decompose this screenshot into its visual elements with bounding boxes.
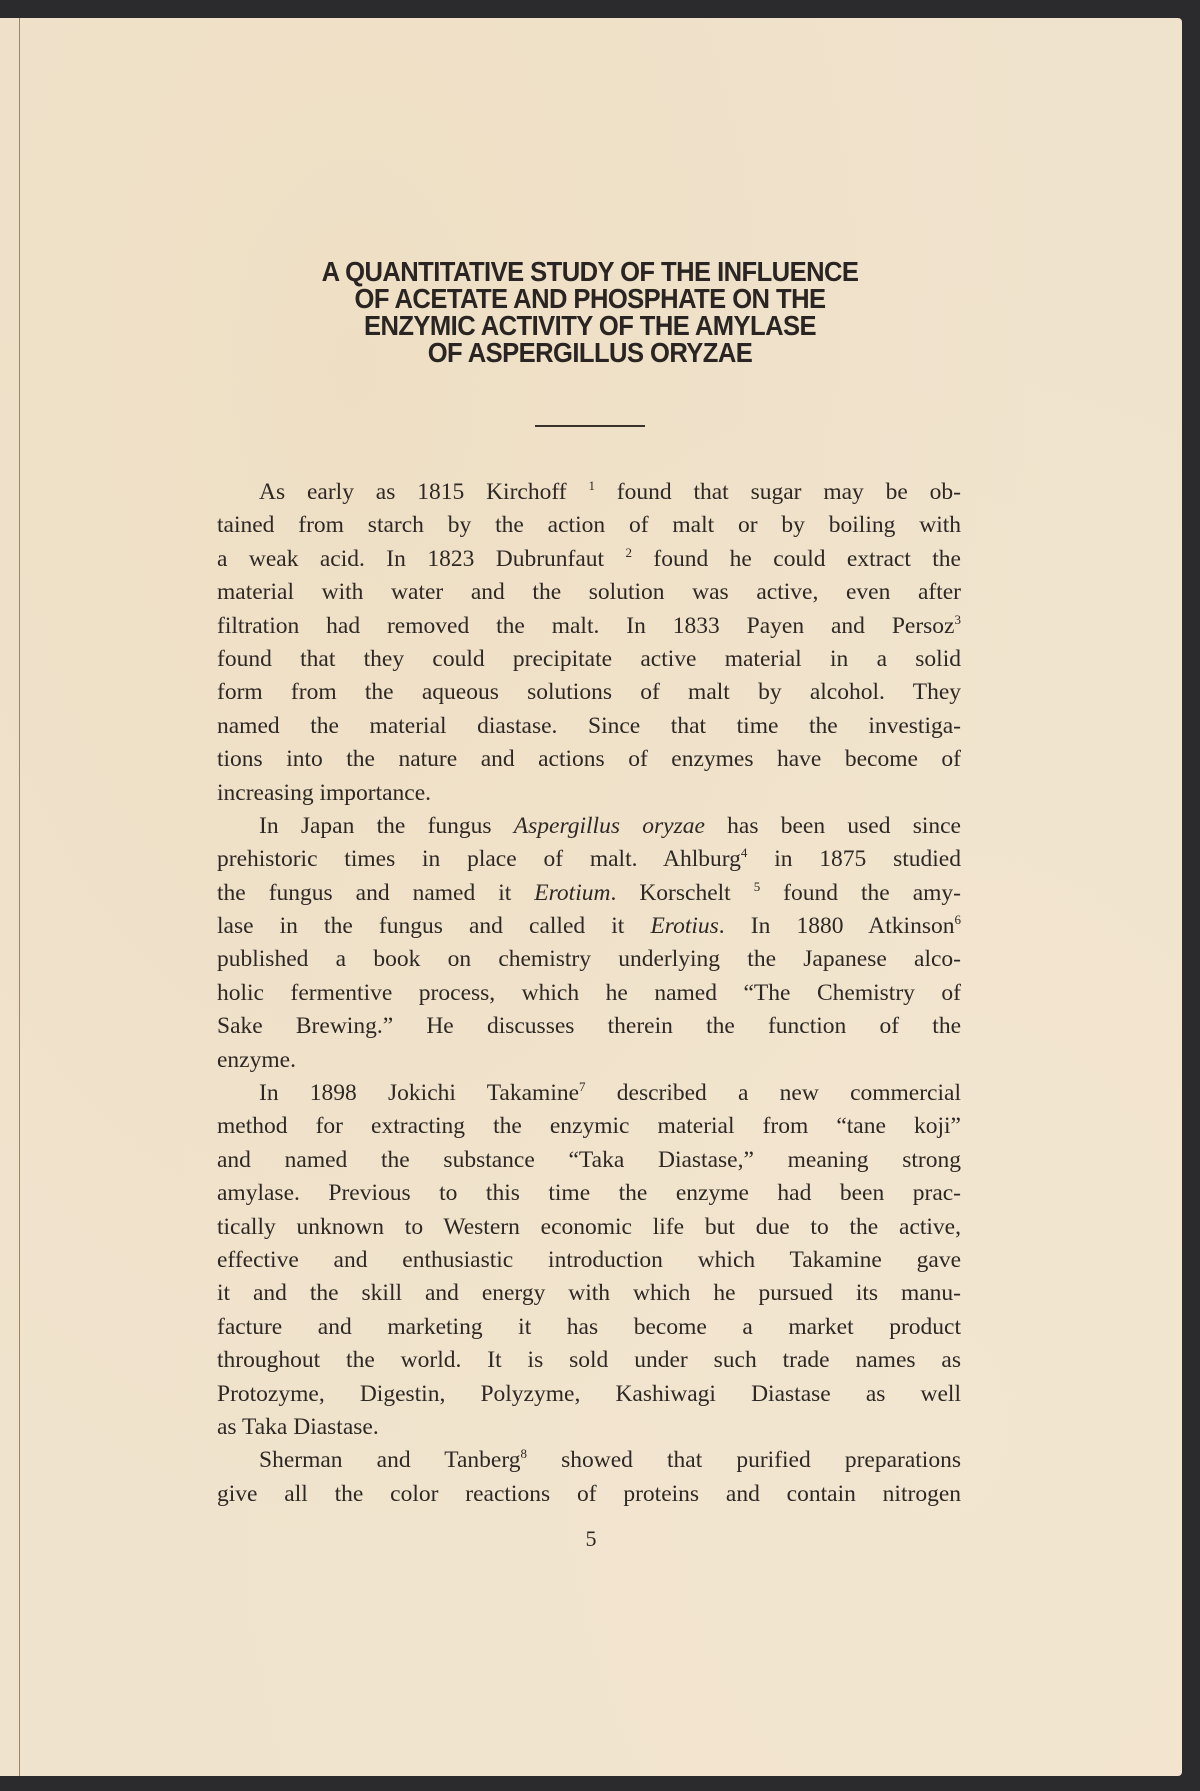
text-run: a weak acid. In 1823 Dubrunfaut (217, 545, 626, 572)
text-run: showed that purified preparations (526, 1447, 961, 1474)
text-run: In 1898 Jokichi Takamine (259, 1080, 580, 1107)
text-line (217, 676, 961, 709)
text-run: tions into the nature and actions of enzymes have become of (217, 746, 961, 773)
text-run: effective and enthusiastic introduction which Takamine gave (217, 1246, 961, 1273)
text-line (217, 1277, 961, 1310)
text-run: found he could extract the (632, 545, 961, 572)
text-run: Protozyme, Digestin, Polyzyme, Kashiwagi Diastase as well (217, 1380, 961, 1407)
text-line (217, 1344, 961, 1377)
text-run: As early as 1815 Kirchoff (259, 479, 589, 505)
text-line (217, 977, 961, 1010)
text-run: give all the color reactions of proteins and contain nitrogen (217, 1480, 961, 1507)
paragraph-first-line (217, 1444, 961, 1477)
text-run: facture and marketing it has become a market product (217, 1313, 961, 1340)
text-run: and named the substance “Taka Diastase,” meaning strong (217, 1146, 961, 1173)
text-line (217, 710, 961, 743)
text-run: Sherman and Tanberg (259, 1447, 521, 1474)
text-run: found that sugar may be ob- (594, 479, 962, 505)
text-run: tained from starch by the action of malt or by boiling with (217, 512, 961, 539)
text-run: as Taka Diastase. (217, 1413, 379, 1440)
document-page (0, 18, 1182, 1776)
text-line (217, 543, 961, 576)
text-line (217, 1144, 961, 1177)
text-run: lase in the fungus and called it (217, 913, 651, 940)
footnote-reference: 2 (625, 544, 632, 560)
text-run: amylase. Previous to this time the enzyme had been prac- (217, 1180, 961, 1207)
text-line (217, 1478, 961, 1511)
paragraph-first-line (217, 476, 961, 509)
text-run: has been used since (704, 812, 961, 839)
text-line (217, 1110, 961, 1143)
text-run: in 1875 studied (747, 846, 961, 873)
text-line (217, 1177, 961, 1210)
text-line (217, 576, 961, 609)
text-line (217, 1411, 961, 1444)
text-line (217, 509, 961, 542)
text-line (217, 943, 961, 976)
text-run: form from the aqueous solutions of malt by alcohol. They (217, 679, 961, 706)
footnote-reference: 7 (579, 1079, 586, 1095)
text-run: holic fermentive process, which he named “The Chemistry of (217, 979, 961, 1006)
text-line (217, 1211, 961, 1244)
italic-term: Erotium (534, 879, 611, 906)
body-text (217, 476, 961, 1511)
text-line (217, 610, 961, 643)
text-line (217, 877, 961, 910)
title-divider-rule (535, 425, 645, 427)
footnote-reference: 1 (588, 478, 595, 493)
binding-gutter-line (19, 18, 20, 1776)
text-line (217, 910, 961, 943)
text-run: filtration had removed the malt. In 1833 Payen and Persoz (217, 612, 955, 639)
text-run: it and the skill and energy with which he pursued its manu- (217, 1280, 961, 1307)
text-line (217, 843, 961, 876)
footnote-reference: 3 (954, 611, 961, 627)
text-run: throughout the world. It is sold under such trade names as (217, 1347, 961, 1374)
text-run: In Japan the fungus (259, 812, 514, 839)
text-run: tically unknown to Western economic life but due to the active, (217, 1213, 961, 1240)
text-run: named the material diastase. Since that time the investiga- (217, 712, 961, 739)
italic-term: Erotius (650, 913, 719, 940)
text-run: . In 1880 Atkinson (718, 913, 955, 940)
text-run: found that they could precipitate active material in a solid (217, 645, 961, 672)
text-run: published a book on chemistry underlying the Japanese alco- (217, 946, 961, 973)
title-line: A QUANTITATIVE STUDY OF THE INFLUENCE (321, 256, 859, 287)
title-line: OF ASPERGILLUS ORYZAE (427, 337, 753, 368)
text-line (217, 1044, 961, 1077)
title-line: OF ACETATE AND PHOSPHATE ON THE (354, 283, 826, 314)
page-number: 5 (585, 1526, 597, 1551)
text-line (217, 743, 961, 776)
footnote-reference: 5 (753, 878, 761, 894)
text-run: increasing importance. (217, 779, 432, 806)
footnote-reference: 8 (520, 1446, 527, 1462)
text-run: enzyme. (217, 1046, 296, 1073)
footnote-reference: 4 (740, 845, 748, 861)
text-run: Sake Brewing.” He discusses therein the function of the (217, 1013, 961, 1040)
text-run: found the amy- (760, 879, 961, 906)
text-line (217, 1010, 961, 1043)
article-title (218, 258, 962, 366)
paragraph-first-line (217, 1077, 961, 1110)
text-line (217, 1311, 961, 1344)
title-line: ENZYMIC ACTIVITY OF THE AMYLASE (363, 310, 817, 341)
text-line (217, 1378, 961, 1411)
text-run: the fungus and named it (217, 879, 535, 906)
text-run: described a new commercial (585, 1080, 961, 1107)
text-line (217, 643, 961, 676)
text-line (217, 1244, 961, 1277)
italic-term: Aspergillus oryzae (513, 812, 705, 839)
footnote-reference: 6 (954, 912, 961, 928)
text-run: prehistoric times in place of malt. Ahlburg (217, 846, 741, 873)
text-run: . Korschelt (610, 879, 754, 906)
text-run: method for extracting the enzymic material from “tane koji” (217, 1113, 961, 1140)
paragraph-first-line (217, 810, 961, 843)
text-run: material with water and the solution was active, even after (217, 579, 961, 606)
text-line (217, 777, 961, 810)
